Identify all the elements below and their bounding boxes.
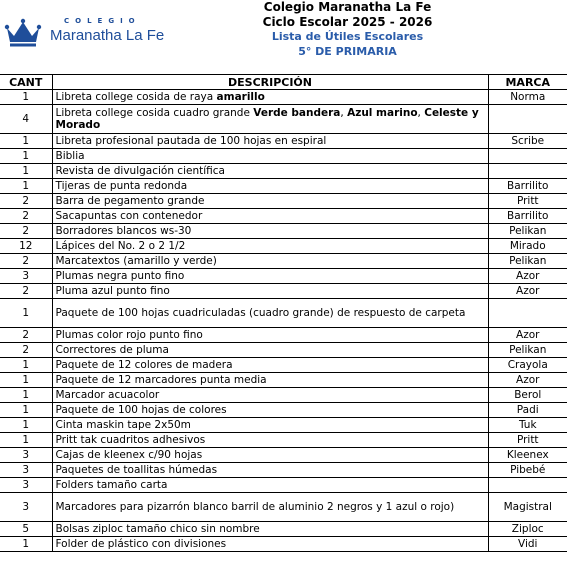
header-marca: MARCA bbox=[488, 75, 567, 90]
table-row bbox=[0, 373, 567, 388]
table-row bbox=[0, 433, 567, 448]
row-cant: 1 bbox=[0, 433, 52, 448]
row-descripcion bbox=[52, 418, 488, 433]
row-cant: 12 bbox=[0, 239, 52, 254]
row-descripcion bbox=[52, 448, 488, 463]
row-marca: Azor bbox=[488, 373, 567, 388]
row-cant: 1 bbox=[0, 358, 52, 373]
text: Marcador acuacolor bbox=[55, 389, 160, 401]
table-row bbox=[0, 90, 567, 105]
row-marca: Crayola bbox=[488, 358, 567, 373]
text: Marcatextos (amarillo y verde) bbox=[55, 255, 217, 267]
text: Plumas color rojo punto fino bbox=[55, 329, 203, 341]
table-row bbox=[0, 418, 567, 433]
text: Pritt tak cuadritos adhesivos bbox=[55, 434, 206, 446]
row-marca: Pelikan bbox=[488, 254, 567, 269]
row-descripcion bbox=[52, 284, 488, 299]
row-descripcion bbox=[52, 90, 488, 105]
table-row bbox=[0, 269, 567, 284]
row-cant: 3 bbox=[0, 448, 52, 463]
table-row bbox=[0, 149, 567, 164]
table-row bbox=[0, 209, 567, 224]
row-cant: 1 bbox=[0, 403, 52, 418]
header bbox=[0, 0, 567, 70]
row-cant: 2 bbox=[0, 194, 52, 209]
row-descripcion bbox=[52, 134, 488, 149]
table-row bbox=[0, 194, 567, 209]
text: Borradores blancos ws-30 bbox=[55, 225, 192, 237]
table-row bbox=[0, 388, 567, 403]
text: Paquete de 100 hojas cuadriculadas (cuadro grande) de respuesto de carpeta bbox=[55, 307, 466, 319]
table-row bbox=[0, 134, 567, 149]
table-row bbox=[0, 358, 567, 373]
list-title: Lista de Útiles Escolares bbox=[271, 30, 424, 43]
text: Folders tamaño carta bbox=[55, 479, 168, 491]
text: Correctores de pluma bbox=[55, 344, 169, 356]
row-cant: 1 bbox=[0, 134, 52, 149]
school-year: Ciclo Escolar 2025 - 2026 bbox=[262, 15, 433, 29]
row-marca: Kleenex bbox=[488, 448, 567, 463]
row-descripcion bbox=[52, 269, 488, 284]
text: Cajas de kleenex c/90 hojas bbox=[55, 449, 203, 461]
table-row bbox=[0, 284, 567, 299]
row-marca bbox=[488, 164, 567, 179]
text: , bbox=[340, 107, 348, 119]
row-cant: 1 bbox=[0, 388, 52, 403]
row-descripcion bbox=[52, 537, 488, 552]
row-descripcion bbox=[52, 433, 488, 448]
table-row bbox=[0, 239, 567, 254]
row-marca: Magistral bbox=[488, 493, 567, 522]
logo-name: Maranatha La Fe bbox=[50, 27, 165, 44]
row-descripcion bbox=[52, 343, 488, 358]
row-cant: 1 bbox=[0, 90, 52, 105]
row-marca: Mirado bbox=[488, 239, 567, 254]
row-descripcion bbox=[52, 239, 488, 254]
row-marca: Pelikan bbox=[488, 343, 567, 358]
text: Bolsas ziploc tamaño chico sin nombre bbox=[55, 523, 260, 535]
row-marca bbox=[488, 149, 567, 164]
row-cant: 5 bbox=[0, 522, 52, 537]
bold-text: Azul marino bbox=[347, 107, 418, 119]
row-cant: 3 bbox=[0, 269, 52, 284]
row-cant: 2 bbox=[0, 343, 52, 358]
text: Paquetes de toallitas húmedas bbox=[55, 464, 218, 476]
table-row bbox=[0, 328, 567, 343]
row-cant: 1 bbox=[0, 537, 52, 552]
text: Folder de plástico con divisiones bbox=[55, 538, 227, 550]
row-descripcion bbox=[52, 403, 488, 418]
row-marca bbox=[488, 299, 567, 328]
bold-text: amarillo bbox=[216, 91, 265, 103]
text: Cinta maskin tape 2x50m bbox=[55, 419, 191, 431]
row-descripcion bbox=[52, 179, 488, 194]
row-cant: 1 bbox=[0, 418, 52, 433]
text: Barra de pegamento grande bbox=[55, 195, 205, 207]
row-cant: 3 bbox=[0, 493, 52, 522]
text: Libreta college cosida cuadro grande bbox=[55, 107, 254, 119]
row-descripcion bbox=[52, 493, 488, 522]
row-marca: Berol bbox=[488, 388, 567, 403]
row-marca: Barrilito bbox=[488, 179, 567, 194]
text: Biblia bbox=[55, 150, 85, 162]
table-row bbox=[0, 164, 567, 179]
table-body bbox=[0, 90, 567, 552]
row-marca: Azor bbox=[488, 328, 567, 343]
text: Sacapuntas con contenedor bbox=[55, 210, 203, 222]
row-descripcion bbox=[52, 194, 488, 209]
row-descripcion bbox=[52, 254, 488, 269]
header-descripcion: DESCRIPCIÓN bbox=[52, 75, 488, 90]
row-cant: 4 bbox=[0, 105, 52, 134]
table-row bbox=[0, 522, 567, 537]
text: Paquete de 100 hojas de colores bbox=[55, 404, 227, 416]
row-marca: Padi bbox=[488, 403, 567, 418]
row-cant: 3 bbox=[0, 478, 52, 493]
table-row bbox=[0, 493, 567, 522]
row-descripcion bbox=[52, 522, 488, 537]
table-row bbox=[0, 299, 567, 328]
row-marca: Pritt bbox=[488, 194, 567, 209]
row-descripcion bbox=[52, 373, 488, 388]
row-marca: Barrilito bbox=[488, 209, 567, 224]
row-descripcion bbox=[52, 299, 488, 328]
text: Libreta profesional pautada de 100 hojas en espiral bbox=[55, 135, 327, 147]
row-marca bbox=[488, 105, 567, 134]
row-descripcion bbox=[52, 164, 488, 179]
row-descripcion bbox=[52, 105, 488, 134]
table-row bbox=[0, 254, 567, 269]
row-marca: Vidi bbox=[488, 537, 567, 552]
row-marca: Pelikan bbox=[488, 224, 567, 239]
row-marca: Pibebé bbox=[488, 463, 567, 478]
row-marca: Tuk bbox=[488, 418, 567, 433]
table-row bbox=[0, 105, 567, 134]
row-cant: 2 bbox=[0, 209, 52, 224]
row-cant: 1 bbox=[0, 164, 52, 179]
table-row bbox=[0, 537, 567, 552]
table-header-row bbox=[0, 75, 567, 90]
text: Paquete de 12 colores de madera bbox=[55, 359, 233, 371]
row-cant: 2 bbox=[0, 224, 52, 239]
row-descripcion bbox=[52, 209, 488, 224]
row-cant: 3 bbox=[0, 463, 52, 478]
bold-text: Verde bandera bbox=[253, 107, 341, 119]
logo-small-text: COLEGIO bbox=[64, 17, 141, 25]
table-row bbox=[0, 478, 567, 493]
grade-title: 5° DE PRIMARIA bbox=[298, 45, 397, 58]
row-cant: 2 bbox=[0, 328, 52, 343]
row-descripcion bbox=[52, 388, 488, 403]
table-row bbox=[0, 448, 567, 463]
text: , bbox=[417, 107, 425, 119]
row-descripcion bbox=[52, 358, 488, 373]
row-descripcion bbox=[52, 224, 488, 239]
row-cant: 1 bbox=[0, 373, 52, 388]
table-row bbox=[0, 224, 567, 239]
bold-text: Celeste y Morado bbox=[55, 107, 479, 131]
text: Revista de divulgación científica bbox=[55, 165, 225, 177]
table-row bbox=[0, 343, 567, 358]
row-cant: 2 bbox=[0, 254, 52, 269]
text: Libreta college cosida de raya bbox=[55, 91, 217, 103]
row-marca: Azor bbox=[488, 269, 567, 284]
table-row bbox=[0, 463, 567, 478]
table-row bbox=[0, 403, 567, 418]
text: Lápices del No. 2 o 2 1/2 bbox=[55, 240, 186, 252]
row-marca: Scribe bbox=[488, 134, 567, 149]
row-cant: 1 bbox=[0, 299, 52, 328]
row-marca: Ziploc bbox=[488, 522, 567, 537]
text: Marcadores para pizarrón blanco barril de aluminio 2 negros y 1 azul o rojo) bbox=[55, 501, 455, 513]
school-name: Colegio Maranatha La Fe bbox=[263, 0, 432, 14]
row-cant: 2 bbox=[0, 284, 52, 299]
row-marca: Azor bbox=[488, 284, 567, 299]
text: Tijeras de punta redonda bbox=[55, 180, 188, 192]
supplies-table bbox=[0, 74, 567, 552]
row-descripcion bbox=[52, 478, 488, 493]
header-cant: CANT bbox=[0, 75, 52, 90]
row-marca bbox=[488, 478, 567, 493]
table-row bbox=[0, 179, 567, 194]
row-cant: 1 bbox=[0, 179, 52, 194]
row-descripcion bbox=[52, 149, 488, 164]
row-marca: Pritt bbox=[488, 433, 567, 448]
row-descripcion bbox=[52, 463, 488, 478]
text: Plumas negra punto fino bbox=[55, 270, 185, 282]
text: Pluma azul punto fino bbox=[55, 285, 170, 297]
row-cant: 1 bbox=[0, 149, 52, 164]
row-descripcion bbox=[52, 328, 488, 343]
text: Paquete de 12 marcadores punta media bbox=[55, 374, 267, 386]
row-marca: Norma bbox=[488, 90, 567, 105]
